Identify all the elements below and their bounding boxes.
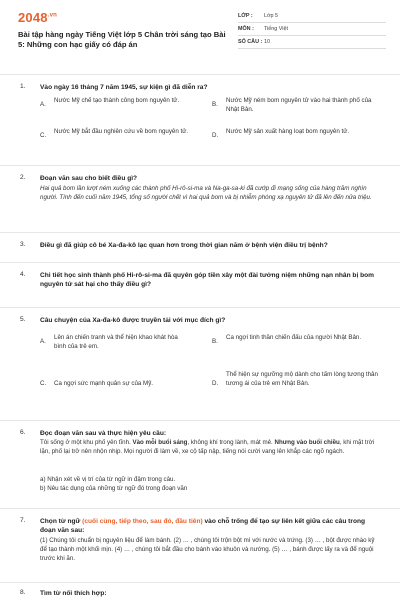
option-text: Nước Mỹ chế tạo thành công bom nguyên tử.	[54, 97, 180, 104]
task-a: a) Nhận xét về vị trí của từ ngữ in đậm trong câu.	[40, 476, 176, 483]
meta-value: Tiếng Việt	[264, 26, 288, 32]
option-letter: C.	[40, 132, 47, 139]
question-text: Điều gì đã giúp cô bé Xa-đa-kô lạc quan hơn trong thời gian năm ở bệnh viện điều trị bệnh?	[40, 242, 328, 249]
page-title: Bài tập hàng ngày Tiếng Việt lớp 5 Chân trời sáng tạo Bài 5: Những con hạc giấy có đáp án	[18, 30, 226, 49]
option-text: Nước Mỹ ném bom nguyên tử vào hai thành phố của Nhật Bản.	[226, 97, 372, 113]
option-letter: C.	[40, 380, 47, 387]
passage-text: Tôi sống ở một khu phố yên tĩnh.	[40, 439, 133, 446]
question-text: Vào ngày 16 tháng 7 năm 1945, sự kiện gì đã diễn ra?	[40, 84, 208, 91]
option-b[interactable]	[212, 97, 382, 117]
meta-value: Lớp 5	[264, 13, 279, 19]
task-b: b) Nêu tác dụng của những từ ngữ đó trong đoạn văn	[40, 485, 188, 492]
question-passage: (1) Chúng tôi chuẩn bị nguyên liệu để làm bánh. (2) … , chúng tôi trộn bột mì với nước và trứng. (3) … , bột được nhào kỹ để tạo thành một khối mịn. (4) … , chúng tôi bắt đầu cho bánh vào khuôn và nướng. (5) … , bánh được lấy ra và để nguội trước khi ăn.	[40, 537, 375, 562]
question-3	[0, 232, 400, 263]
meta-row-count	[238, 36, 386, 49]
option-letter: B.	[212, 338, 218, 345]
question-text: Câu chuyện của Xa-đa-kô được truyền tải với mục đích gì?	[40, 317, 226, 324]
logo-suffix: .vn	[47, 12, 58, 19]
option-a[interactable]	[40, 334, 190, 354]
word-choices: (cuối cùng, tiếp theo, sau đó, đầu tiên)	[82, 518, 203, 525]
question-text: Đọc đoạn văn sau và thực hiện yêu cầu:	[40, 430, 167, 437]
option-c[interactable]	[40, 380, 190, 392]
question-5	[0, 307, 400, 418]
question-4	[0, 262, 400, 303]
question-7	[0, 508, 400, 581]
option-letter: B.	[212, 101, 218, 108]
question-text-part: Chọn từ ngữ	[40, 518, 83, 525]
question-number: 8.	[20, 589, 26, 596]
question-6	[0, 420, 400, 506]
option-letter: D.	[212, 380, 219, 387]
option-letter: A.	[40, 101, 46, 108]
option-text: Nước Mỹ bắt đầu nghiên cứu về bom nguyên tử.	[54, 128, 189, 135]
meta-row-subject	[238, 23, 386, 36]
question-2	[0, 165, 400, 228]
question-passage	[40, 438, 378, 456]
option-a[interactable]	[40, 97, 190, 117]
option-text: Thể hiện sự ngưỡng mộ dành cho tấm lòng tương thân tương ái của trẻ em Nhật Bản.	[226, 371, 378, 387]
meta-value: 10	[264, 39, 270, 45]
question-number: 3.	[20, 241, 26, 248]
question-number: 5.	[20, 316, 26, 323]
option-text: Ca ngợi tinh thần chiến đấu của người Nhật Bản.	[226, 334, 362, 341]
question-number: 1.	[20, 83, 26, 90]
meta-row-class	[238, 10, 386, 23]
question-number: 7.	[20, 517, 26, 524]
bold-phrase: Vào mỗi buổi sáng	[132, 439, 188, 446]
option-letter: A.	[40, 338, 46, 345]
logo-text: 2048	[18, 10, 48, 25]
question-number: 6.	[20, 429, 26, 436]
meta-table	[238, 10, 386, 62]
question-text: Chi tiết học sinh thành phố Hi-rô-si-ma đã quyên góp tiền xây một đài tưởng niệm những nạn nhân bị bom nguyên tử sát hại cho thấy điều gì?	[40, 272, 375, 288]
question-text-part: vào chỗ trống để tạo sự liên kết giữa các câu trong đoạn văn sau:	[40, 518, 366, 534]
header-left	[18, 10, 238, 62]
meta-key: MÔN :	[238, 26, 254, 32]
question-text: Đoạn văn sau cho biết điều gì?	[40, 175, 138, 182]
option-text: Lên án chiến tranh và thể hiện khao khát hòa bình của trẻ em.	[54, 334, 178, 350]
passage-text: , không khí trong lành, mát mẻ.	[187, 439, 275, 446]
site-logo[interactable]	[18, 10, 228, 25]
passage-text: , khi mặt trời lặn, phố lại trở nên nhộn nhịp. Mọi người đi làm về, xe cộ tấp nập, tiếng nói cười vang lên khắp các ngõ ngách.	[40, 439, 375, 455]
option-text: Ca ngợi sức mạnh quân sự của Mỹ.	[54, 380, 154, 387]
question-8	[0, 582, 400, 600]
meta-key: SỐ CÂU :	[238, 39, 263, 45]
option-d[interactable]	[212, 371, 382, 401]
option-c[interactable]	[40, 128, 190, 148]
bold-phrase: Nhưng vào buổi chiều	[274, 439, 340, 446]
option-d[interactable]	[212, 128, 382, 148]
option-b[interactable]	[212, 334, 382, 354]
question-1	[0, 74, 400, 163]
question-passage: Hai quả bom lần lượt ném xuống các thành phố Hi-rô-si-ma và Na-ga-sa-ki đã cướp đi mạng sống của hàng trăm nghìn người. Tính đến cuối năm 1945, tổng số người chết vì hai quả bom và bị nhiễm phóng xạ nguyên tử đã lên đến nửa triệu.	[40, 185, 372, 201]
question-text	[40, 517, 378, 535]
question-text: Tìm từ nối thích hợp:	[40, 590, 107, 597]
option-text: Nước Mỹ sản xuất hàng loạt bom nguyên tử.	[226, 128, 350, 135]
question-number: 2.	[20, 174, 26, 181]
question-number: 4.	[20, 271, 26, 278]
option-letter: D.	[212, 132, 219, 139]
worksheet-header	[0, 0, 400, 62]
meta-key: LỚP :	[238, 13, 253, 19]
